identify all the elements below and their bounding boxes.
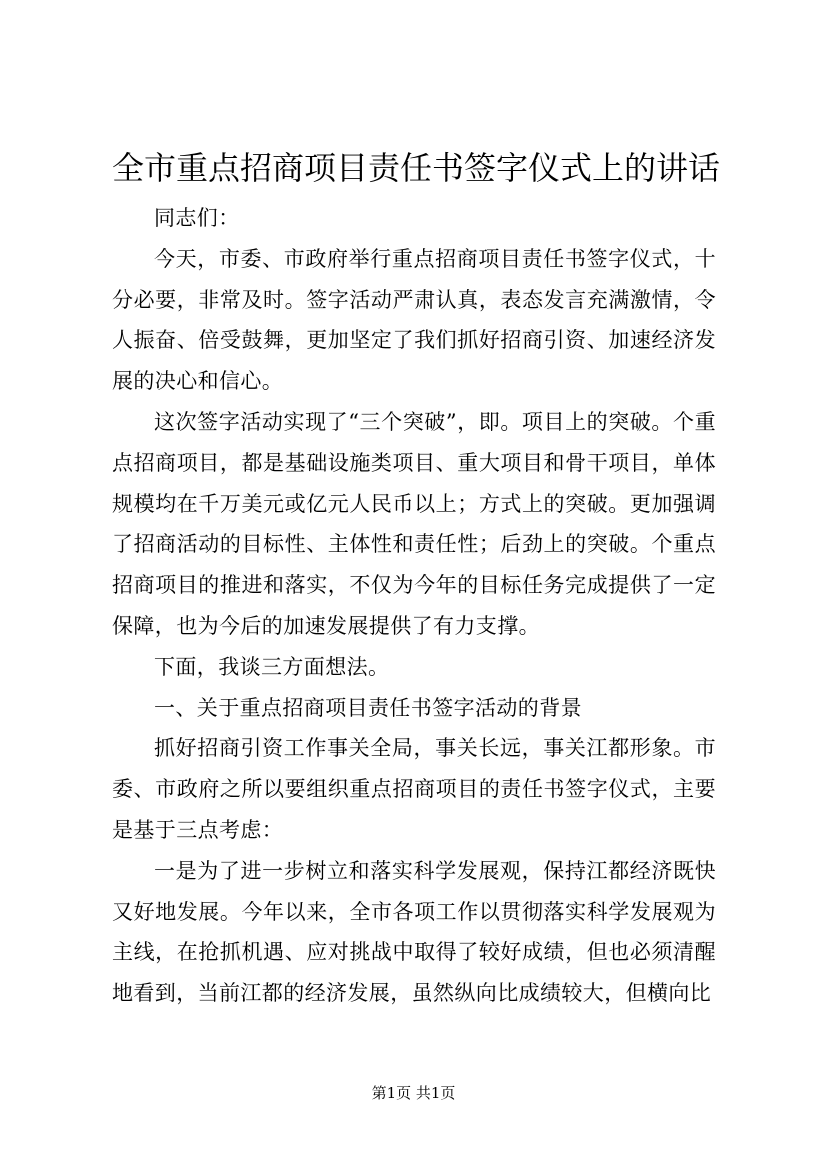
paragraph-point-one: 一是为了进一步树立和落实科学发展观，保持江都经济既快又好地发展。今年以来，全市各项工作以贯彻落实科学发展观为主线，在抢抓机遇、应对挑战中取得了较好成绩，但也必须清醒地看到，当前江都的经济发展，虽然纵向比成绩较大，但横向比 bbox=[112, 858, 716, 1006]
page-number-footer: 第1页 共1页 bbox=[371, 1084, 456, 1102]
paragraph-opening: 今天，市委、市政府举行重点招商项目责任书签字仪式，十分必要，非常及时。签字活动严肃认真，表态发言充满激情，令人振奋、倍受鼓舞，更加坚定了我们抓好招商引资、加速经济发展的决心和信心。 bbox=[112, 246, 716, 394]
paragraph-transition: 下面，我谈三方面想法。 bbox=[154, 654, 390, 679]
document-title: 全市重点招商项目责任书签字仪式上的讲话 bbox=[112, 149, 721, 187]
document-body bbox=[112, 198, 716, 1014]
paragraph-three-breakthroughs: 这次签字活动实现了“三个突破”，即。项目上的突破。个重点招商项目，都是基础设施类项目、重大项目和骨干项目，单体规模均在千万美元或亿元人民币以上；方式上的突破。更加强调了招商活动的目标性、主体性和责任性；后劲上的突破。个重点招商项目的推进和落实，不仅为今年的目标任务完成提供了一定保障，也为今后的加速发展提供了有力支撑。 bbox=[112, 409, 716, 638]
paragraph-background: 抓好招商引资工作事关全局，事关长远，事关江都形象。市委、市政府之所以要组织重点招商项目的责任书签字仪式，主要是基于三点考虑： bbox=[112, 736, 716, 842]
paragraph-salutation: 同志们： bbox=[154, 206, 240, 230]
section-heading-1: 一、关于重点招商项目责任书签字活动的背景 bbox=[154, 695, 582, 720]
